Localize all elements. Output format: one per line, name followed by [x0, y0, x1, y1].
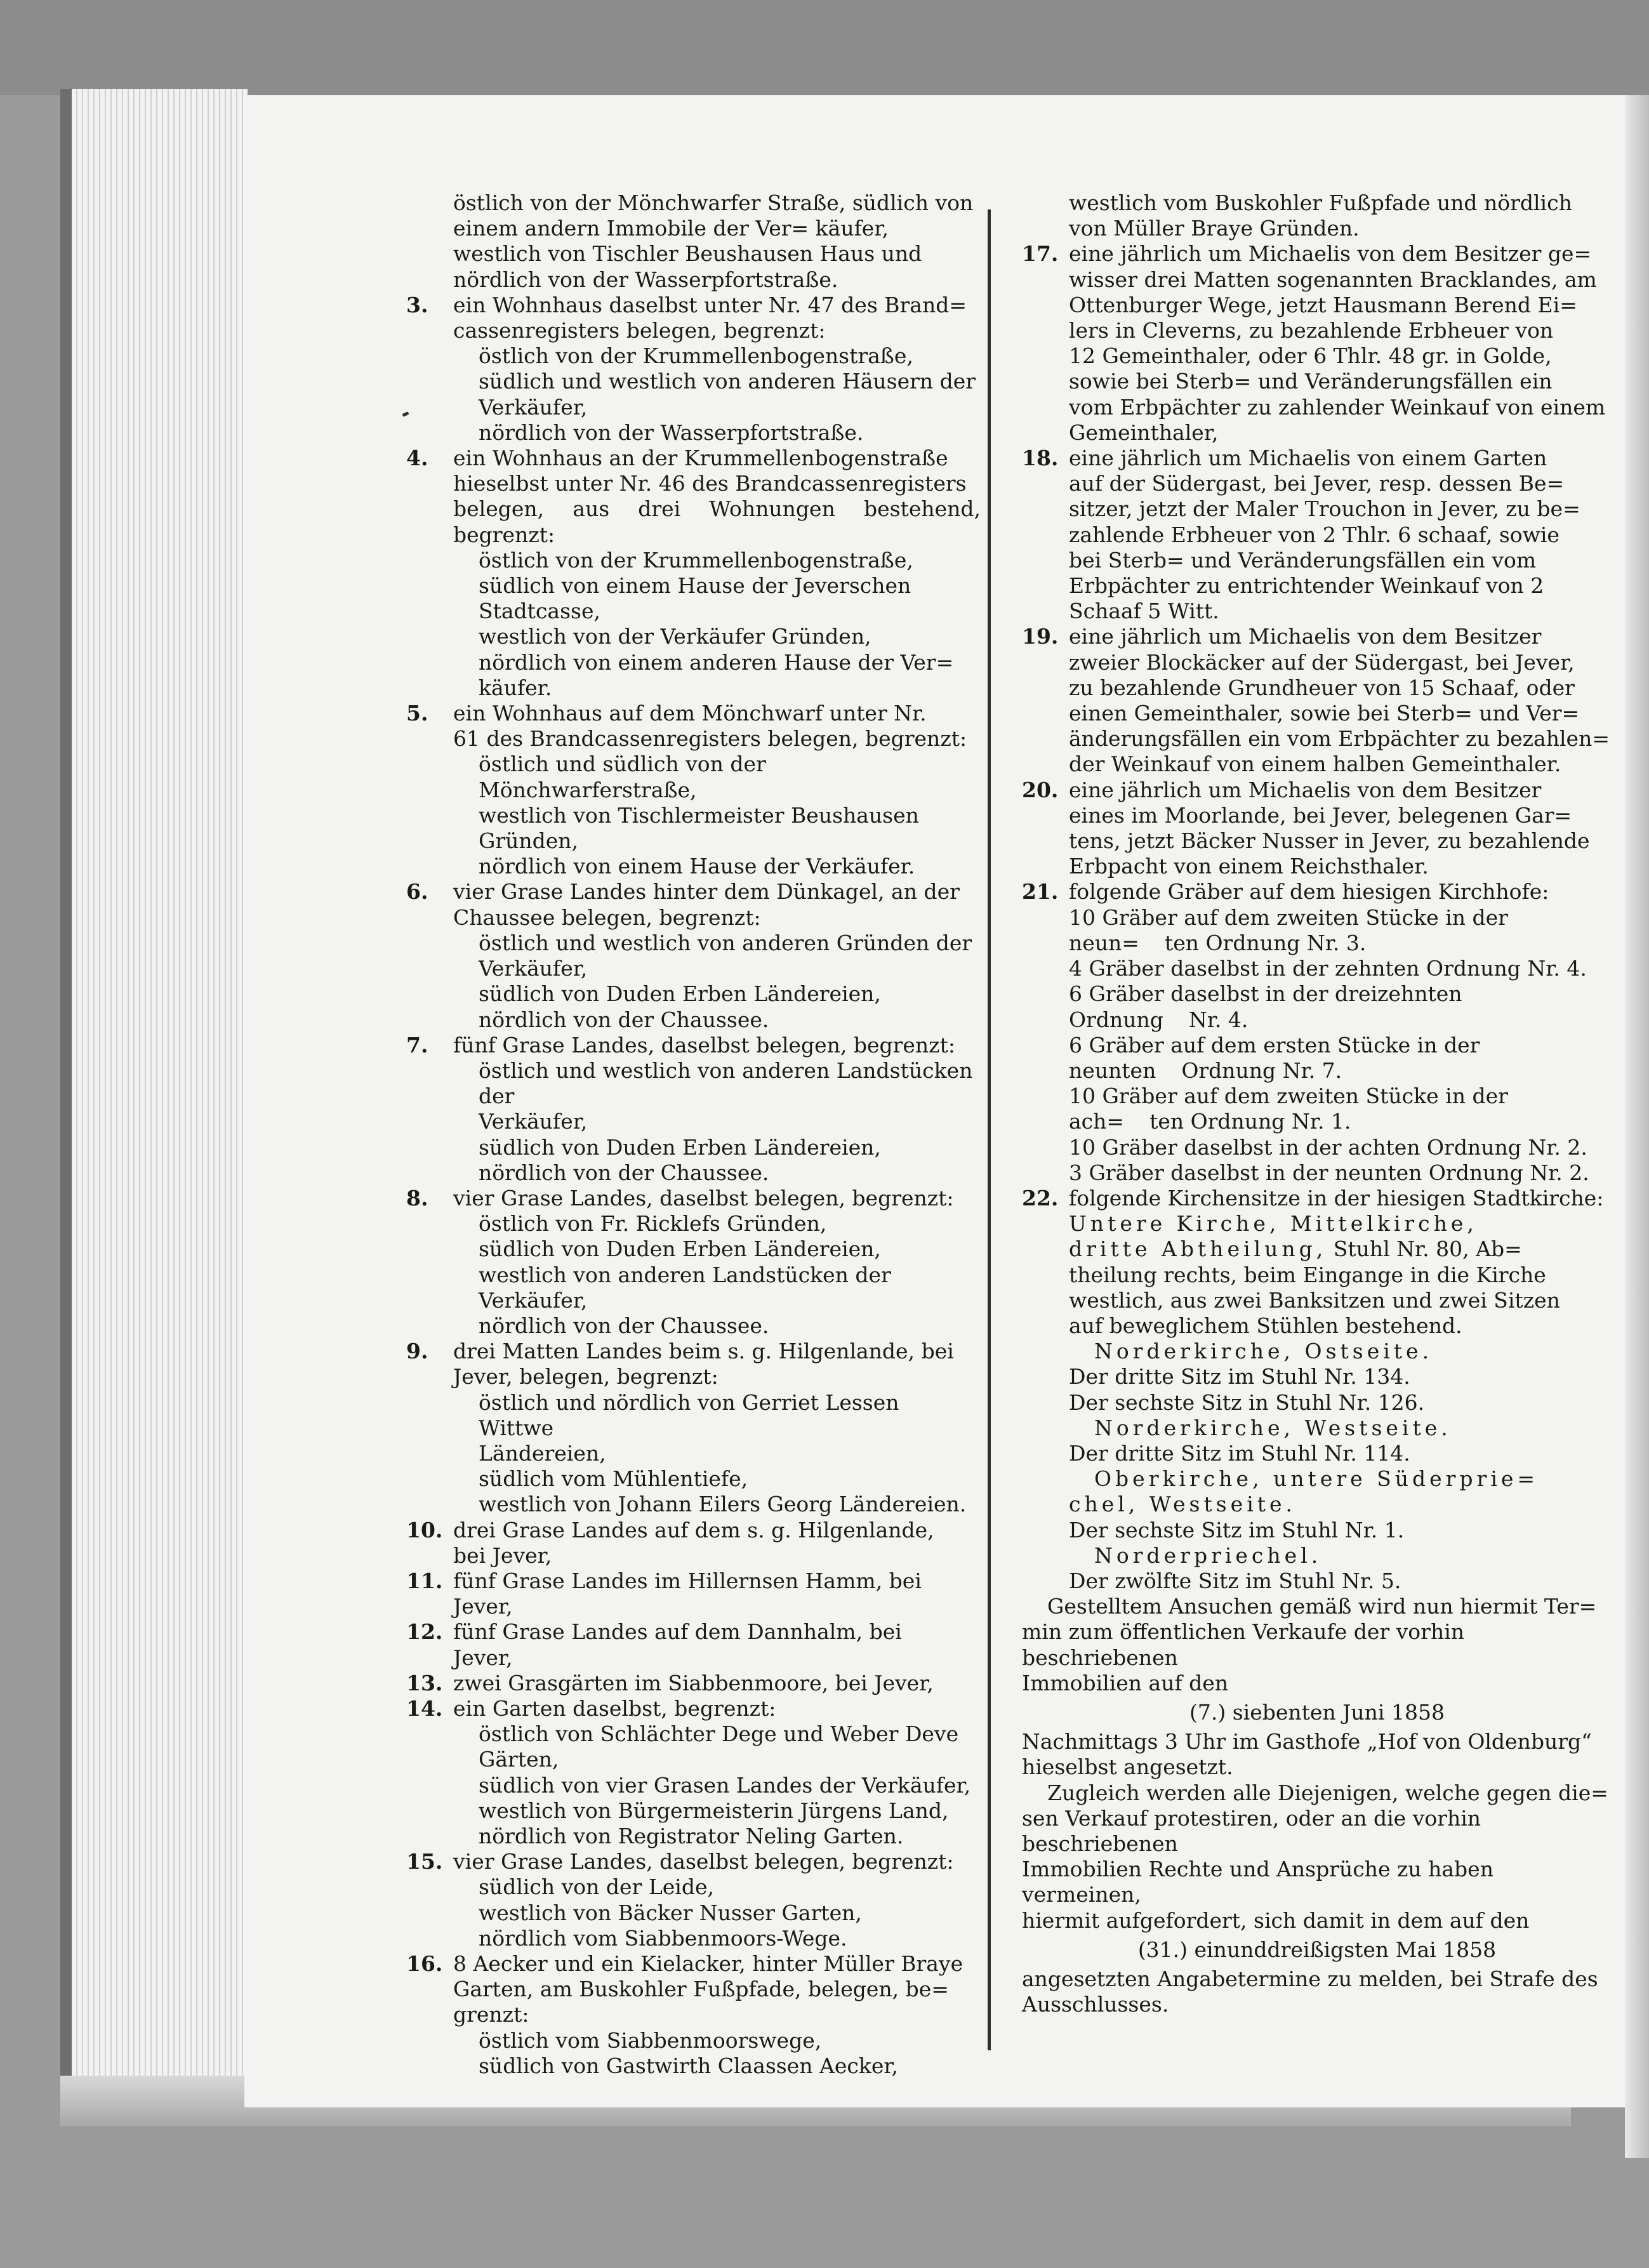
- entry-number: 6.: [406, 879, 428, 905]
- text-line: Jever,: [453, 1594, 513, 1619]
- date-line: (31.) einunddreißigsten Mai 1858: [1137, 1937, 1497, 1962]
- right-column: [1022, 190, 1612, 2017]
- boundary-line: westlich von Bürgermeisterin Jürgens Land,: [479, 1798, 949, 1823]
- entry-number: 12.: [406, 1619, 443, 1645]
- boundary-line: östlich von Fr. Ricklefs Gründen,: [479, 1211, 827, 1237]
- text-line: östlich von der Mönchwarfer Straße,: [453, 190, 846, 215]
- text-line: zahlende Erbheuer von 2 Thlr. 6 schaaf, sowie: [1069, 522, 1560, 547]
- entry-number: 9.: [406, 1339, 428, 1364]
- boundary-line: südlich von Gastwirth Claassen Aecker,: [479, 2053, 899, 2078]
- text-line: Nachmittags 3 Uhr im Gasthofe „Hof von Oldenburg“: [1022, 1729, 1592, 1754]
- text-line: zwei Grasgärten im Siabbenmoore, bei Jever,: [453, 1670, 934, 1695]
- boundary-line: westlich von Johann Eilers Georg Ländereien.: [479, 1492, 967, 1517]
- text-line: Schaaf 5 Witt.: [1069, 599, 1219, 624]
- boundary-line: östlich und westlich von anderen Gründen der: [479, 930, 972, 955]
- text-line: wisser drei Matten sogenannten Bracklandes, am: [1069, 267, 1597, 292]
- boundary-line: westlich von Bäcker Nusser Garten,: [479, 1900, 862, 1925]
- text-line: 6 Gräber auf dem ersten Stücke in der neunten: [1069, 1032, 1480, 1083]
- boundary-line: östlich vom Siabbenmoorswege,: [479, 2027, 822, 2053]
- entry-21: [1022, 879, 1612, 905]
- text-line: auf der Südergast, bei Jever, resp. dessen Be=: [1069, 471, 1565, 496]
- boundary-line: südlich von der Leide,: [479, 1874, 714, 1900]
- boundary-line: Stadtcasse,: [479, 599, 600, 624]
- boundary-line: Ländereien,: [479, 1440, 606, 1466]
- text-line: 8 Aecker und ein Kielacker, hinter Müller Braye: [453, 1951, 964, 1977]
- boundary-line: südlich von Duden Erben Ländereien,: [479, 1237, 881, 1262]
- text-line: folgende Kirchensitze in der hiesigen Stadtkirche:: [1069, 1185, 1604, 1210]
- text-line: ten Ordnung Nr. 3.: [1164, 930, 1367, 955]
- text-line: bei Jever,: [453, 1542, 552, 1568]
- text-line: folgende Gräber auf dem hiesigen Kirchhofe:: [1069, 879, 1549, 905]
- text-line: 12 Gemeinthaler, oder 6 Thlr. 48 gr. in Golde,: [1069, 343, 1552, 369]
- entry-9: [406, 1339, 981, 1517]
- entry-6: [406, 879, 981, 1032]
- entry-number: 19.: [1022, 624, 1059, 649]
- entry-number: 10.: [406, 1517, 443, 1542]
- church-section-heading: Oberkirche, untere Süderprie=: [1094, 1466, 1539, 1492]
- entry-number: 8.: [406, 1185, 428, 1210]
- text-line: bei Sterb= und Veränderungsfällen ein vom: [1069, 547, 1537, 573]
- entry-number: 17.: [1022, 241, 1059, 267]
- entry-12: [406, 1619, 981, 1670]
- text-line: zu bezahlende Grundheuer von 15 Schaaf, oder: [1069, 675, 1575, 700]
- text-line: einen Gemeinthaler, sowie bei Sterb= und Ver=: [1069, 701, 1580, 726]
- text-line: eine jährlich um Michaelis von dem Besitzer: [1069, 624, 1542, 649]
- text-line: eine jährlich um Michaelis von dem Besitzer: [1069, 777, 1542, 802]
- text-line: vier Grase Landes hinter dem Dünkagel, an der: [453, 879, 960, 905]
- graves-list: [1022, 905, 1612, 1186]
- grave-item: [1069, 1033, 1612, 1084]
- grave-item: [1069, 1135, 1612, 1160]
- text-line: Ottenburger Wege, jetzt Hausmann Berend Ei=: [1069, 292, 1577, 317]
- text-line: 4 Gräber daselbst in der zehnten Ordnung Nr. 4.: [1069, 956, 1587, 981]
- entry-number: 3.: [406, 292, 428, 317]
- right-intro: [1022, 190, 1612, 241]
- text-line: tens, jetzt Bäcker Nusser in Jever, zu bezahlende: [1069, 828, 1590, 854]
- left-intro: [406, 190, 981, 293]
- grave-item: [1069, 1160, 1612, 1186]
- boundary-line: nördlich vom Siabbenmoors-Wege.: [479, 1925, 847, 1951]
- grave-item: [1069, 1084, 1612, 1134]
- boundary-line: westlich von der Verkäufer Gründen,: [479, 624, 871, 649]
- text-line: westlich vom Buskohler Fußpfade und: [1069, 190, 1478, 215]
- text-line: 6 Gräber daselbst in der dreizehnten Ordnung: [1069, 981, 1462, 1032]
- left-entries: [406, 293, 981, 2079]
- entry-number: 18.: [1022, 446, 1059, 471]
- text-line: sitzer, jetzt der Maler Trouchon in Jever, zu be=: [1069, 496, 1580, 522]
- entry-5: [406, 701, 981, 879]
- entry-4: [406, 446, 981, 701]
- text-line: Nr. 4.: [1188, 1007, 1248, 1032]
- text-line: dritte Abtheilung,: [1069, 1237, 1327, 1262]
- left-column: [406, 190, 981, 2079]
- text-line: belegen, aus drei Wohnungen bestehend, begrenzt:: [453, 496, 981, 547]
- right-entries: [1022, 241, 1612, 905]
- text-line: Immobilien Rechte und Ansprüche zu haben vermeinen,: [1022, 1857, 1493, 1907]
- text-line: 3 Gräber daselbst in der neunten Ordnung Nr. 2.: [1069, 1160, 1589, 1185]
- entry-number: 5.: [406, 701, 428, 726]
- text-line: fünf Grase Landes auf dem Dannhalm, bei: [453, 1619, 902, 1645]
- text-line: vom Erbpächter zu zahlender Weinkauf von einem: [1069, 394, 1606, 420]
- text-line: fünf Grase Landes, daselbst belegen, begrenzt:: [453, 1032, 955, 1058]
- text-line: vier Grase Landes, daselbst belegen, begrenzt:: [453, 1849, 954, 1874]
- text-line: Jever,: [453, 1645, 513, 1670]
- text-line: fünf Grase Landes im Hillernsen Hamm, bei: [453, 1568, 922, 1593]
- text-line: sen Verkauf protestiren, oder an die vorhin beschriebenen: [1022, 1805, 1481, 1856]
- entry-10: [406, 1518, 981, 1568]
- entry-13: [406, 1671, 981, 1696]
- text-line: Gestelltem Ansuchen gemäß wird nun hiermit Ter=: [1047, 1594, 1597, 1619]
- text-line: Untere Kirche, Mittelkirche,: [1069, 1211, 1478, 1237]
- text-line: Ordnung Nr. 7.: [1181, 1058, 1342, 1083]
- text-line: grenzt:: [453, 2002, 529, 2027]
- text-line: südlich von einem andern Immobile der Ver=: [453, 190, 974, 241]
- entry-14: [406, 1696, 981, 1849]
- boundary-line: nördlich von der Chaussee.: [479, 1313, 769, 1338]
- scan-background: [0, 0, 1649, 95]
- boundary-line: südlich von Duden Erben Ländereien,: [479, 1134, 881, 1160]
- text-line: angesetzten Angabetermine zu melden, bei Strafe des: [1022, 1966, 1598, 1992]
- text-line: hiermit aufgefordert, sich damit in dem auf den: [1022, 1907, 1530, 1933]
- text-line: drei Matten Landes beim s. g. Hilgenlande, bei: [453, 1339, 954, 1364]
- entry-number: 16.: [406, 1951, 443, 1977]
- entry-15: [406, 1849, 981, 1951]
- boundary-line: Verkäufer,: [479, 956, 588, 981]
- text-line: der Weinkauf von einem halben Gemeinthaler.: [1069, 752, 1561, 777]
- text-line: Jever, belegen, begrenzt:: [453, 1364, 719, 1389]
- boundary-line: nördlich von einem anderen Hause der Ver=: [479, 649, 954, 675]
- grave-item: [1069, 981, 1612, 1032]
- text-line: nördlich von der Wasserpfortstraße.: [453, 267, 838, 292]
- church-section-heading: Norderkirche, Ostseite.: [1094, 1339, 1433, 1364]
- text-line: eine jährlich um Michaelis von dem Besitzer ge=: [1069, 241, 1592, 267]
- entry-16: [406, 1951, 981, 2079]
- entry-22: [1022, 1186, 1612, 1594]
- text-line: eines im Moorlande, bei Jever, belegenen Gar=: [1069, 802, 1572, 828]
- boundary-line: südlich vom Mühlentiefe,: [479, 1466, 748, 1492]
- entry-number: 11.: [406, 1568, 443, 1593]
- text-line: Der zwölfte Sitz im Stuhl Nr. 5.: [1069, 1568, 1401, 1593]
- text-line: Ausschlusses.: [1022, 1992, 1169, 2017]
- text-line: 10 Gräber auf dem zweiten Stücke in der ach=: [1069, 1084, 1508, 1134]
- text-line: lers in Cleverns, zu bezahlende Erbheuer von: [1069, 318, 1554, 343]
- text-line: nördlich von Müller Braye Gründen.: [1069, 190, 1572, 241]
- text-line: min zum öffentlichen Verkaufe der vorhin beschriebenen: [1022, 1619, 1465, 1670]
- text-line: 61 des Brandcassenregisters belegen, begrenzt:: [453, 726, 967, 752]
- page-right-edge: [1625, 95, 1649, 2158]
- entry-number: 15.: [406, 1849, 443, 1874]
- entry-20: [1022, 778, 1612, 880]
- boundary-line: westlich von anderen Landstücken der Verkäufer,: [479, 1262, 891, 1313]
- text-line: Erbpächter zu entrichtender Weinkauf von 2: [1069, 573, 1544, 599]
- text-line: ten Ordnung Nr. 1.: [1149, 1109, 1351, 1134]
- entry-number: 14.: [406, 1695, 443, 1721]
- boundary-line: südlich von Duden Erben Ländereien,: [479, 981, 881, 1007]
- entry-number: 13.: [406, 1670, 443, 1695]
- boundary-line: östlich von Schlächter Dege und Weber Deve: [479, 1721, 959, 1747]
- date-line: (7.) siebenten Juni 1858: [1189, 1699, 1445, 1725]
- boundary-line: südlich von einem Hause der Jeverschen: [479, 573, 911, 599]
- text-line: sowie bei Sterb= und Veränderungsfällen ein: [1069, 369, 1553, 394]
- closing-text: [1022, 1594, 1612, 2017]
- text-line: zweier Blockäcker auf der Südergast, bei Jever,: [1069, 649, 1575, 675]
- text-line: cassenregisters belegen, begrenzt:: [453, 318, 826, 343]
- entry-19: [1022, 624, 1612, 777]
- entry-number: 20.: [1022, 777, 1059, 802]
- boundary-line: nördlich von der Chaussee.: [479, 1007, 769, 1032]
- boundary-line: nördlich von einem Hause der Verkäufer.: [479, 854, 915, 879]
- text-line: theilung rechts, beim Eingange in die Kirche: [1069, 1262, 1546, 1287]
- entry-8: [406, 1186, 981, 1339]
- text-line: eine jährlich um Michaelis von einem Garten: [1069, 446, 1547, 471]
- boundary-line: westlich von Tischlermeister Beushausen Gründen,: [479, 802, 919, 854]
- boundary-line: östlich von der Krummellenbogenstraße,: [479, 343, 913, 369]
- book-page-edges: [60, 89, 248, 2088]
- text-line: käufer,: [815, 216, 889, 241]
- text-line: Gemeinthaler,: [1069, 420, 1219, 445]
- text-line: Der dritte Sitz im Stuhl Nr. 134.: [1069, 1364, 1410, 1389]
- entry-number: 21.: [1022, 879, 1059, 905]
- text-line: ein Wohnhaus auf dem Mönchwarf unter Nr.: [453, 701, 927, 726]
- entry-11: [406, 1568, 981, 1619]
- text-line: Stuhl Nr. 80, Ab=: [1333, 1237, 1522, 1262]
- text-line: Der sechste Sitz im Stuhl Nr. 1.: [1069, 1517, 1405, 1542]
- entry-3: [406, 293, 981, 446]
- text-line: Erbpacht von einem Reichsthaler.: [1069, 854, 1429, 879]
- text-line: Zugleich werden alle Diejenigen, welche gegen die=: [1047, 1780, 1608, 1805]
- boundary-line: östlich und westlich von anderen Landstücken der: [479, 1058, 973, 1109]
- boundary-line: nördlich von der Chaussee.: [479, 1160, 769, 1185]
- entry-17: [1022, 241, 1612, 446]
- boundary-line: östlich und südlich von der Mönchwarferstraße,: [479, 752, 766, 802]
- column-divider: [988, 209, 991, 2050]
- entry-7: [406, 1033, 981, 1186]
- text-line: 10 Gräber auf dem zweiten Stücke in der neun=: [1069, 905, 1508, 955]
- boundary-line: nördlich von der Wasserpfortstraße.: [479, 420, 864, 445]
- boundary-line: östlich von der Krummellenbogenstraße,: [479, 547, 913, 573]
- text-line: ein Garten daselbst, begrenzt:: [453, 1695, 776, 1721]
- boundary-line: südlich von vier Grasen Landes der Verkäufer,: [479, 1772, 971, 1798]
- text-line: hieselbst angesetzt.: [1022, 1754, 1233, 1780]
- text-line: Garten, am Buskohler Fußpfade, belegen, be=: [453, 1977, 949, 2002]
- text-line: drei Grase Landes auf dem s. g. Hilgenlande,: [453, 1517, 934, 1542]
- boundary-line: südlich und westlich von anderen Häusern der: [479, 369, 976, 394]
- text-line: auf beweglichem Stühlen bestehend.: [1069, 1313, 1462, 1338]
- grave-item: [1069, 956, 1612, 981]
- text-line: westlich, aus zwei Banksitzen und zwei Sitzen: [1069, 1287, 1560, 1313]
- text-line: 10 Gräber daselbst in der achten Ordnung Nr. 2.: [1069, 1134, 1587, 1160]
- text-line: westlich von Tischler Beushausen Haus und: [453, 241, 922, 267]
- text-line: Der dritte Sitz im Stuhl Nr. 114.: [1069, 1440, 1410, 1466]
- text-line: änderungsfällen ein vom Erbpächter zu bezahlen=: [1069, 726, 1610, 752]
- entry-number: 4.: [406, 446, 428, 471]
- church-section-heading: Norderkirche, Westseite.: [1094, 1415, 1452, 1440]
- church-section-heading: Norderpriechel.: [1094, 1542, 1322, 1568]
- boundary-line: Gärten,: [479, 1747, 559, 1772]
- text-line: vier Grase Landes, daselbst belegen, begrenzt:: [453, 1185, 954, 1210]
- boundary-line: Verkäufer,: [479, 394, 588, 420]
- boundary-line: käufer.: [479, 675, 552, 700]
- entry-number: 7.: [406, 1032, 428, 1058]
- text-line: Immobilien auf den: [1022, 1670, 1229, 1695]
- boundary-line: nördlich von Registrator Neling Garten.: [479, 1824, 904, 1848]
- text-line: Chaussee belegen, begrenzt:: [453, 905, 761, 930]
- entry-18: [1022, 446, 1612, 624]
- boundary-line: östlich und nördlich von Gerriet Lessen Wittwe: [479, 1389, 899, 1440]
- text-line: ein Wohnhaus daselbst unter Nr. 47 des Brand=: [453, 292, 967, 317]
- church-section-heading: chel, Westseite.: [1069, 1492, 1297, 1517]
- entry-number: 22.: [1022, 1185, 1059, 1210]
- text-line: ein Wohnhaus an der Krummellenbogenstraße: [453, 446, 948, 471]
- text-line: Der sechste Sitz in Stuhl Nr. 126.: [1069, 1389, 1425, 1415]
- boundary-line: Verkäufer,: [479, 1109, 588, 1134]
- grave-item: [1069, 905, 1612, 956]
- text-line: hieselbst unter Nr. 46 des Brandcassenregisters: [453, 471, 967, 496]
